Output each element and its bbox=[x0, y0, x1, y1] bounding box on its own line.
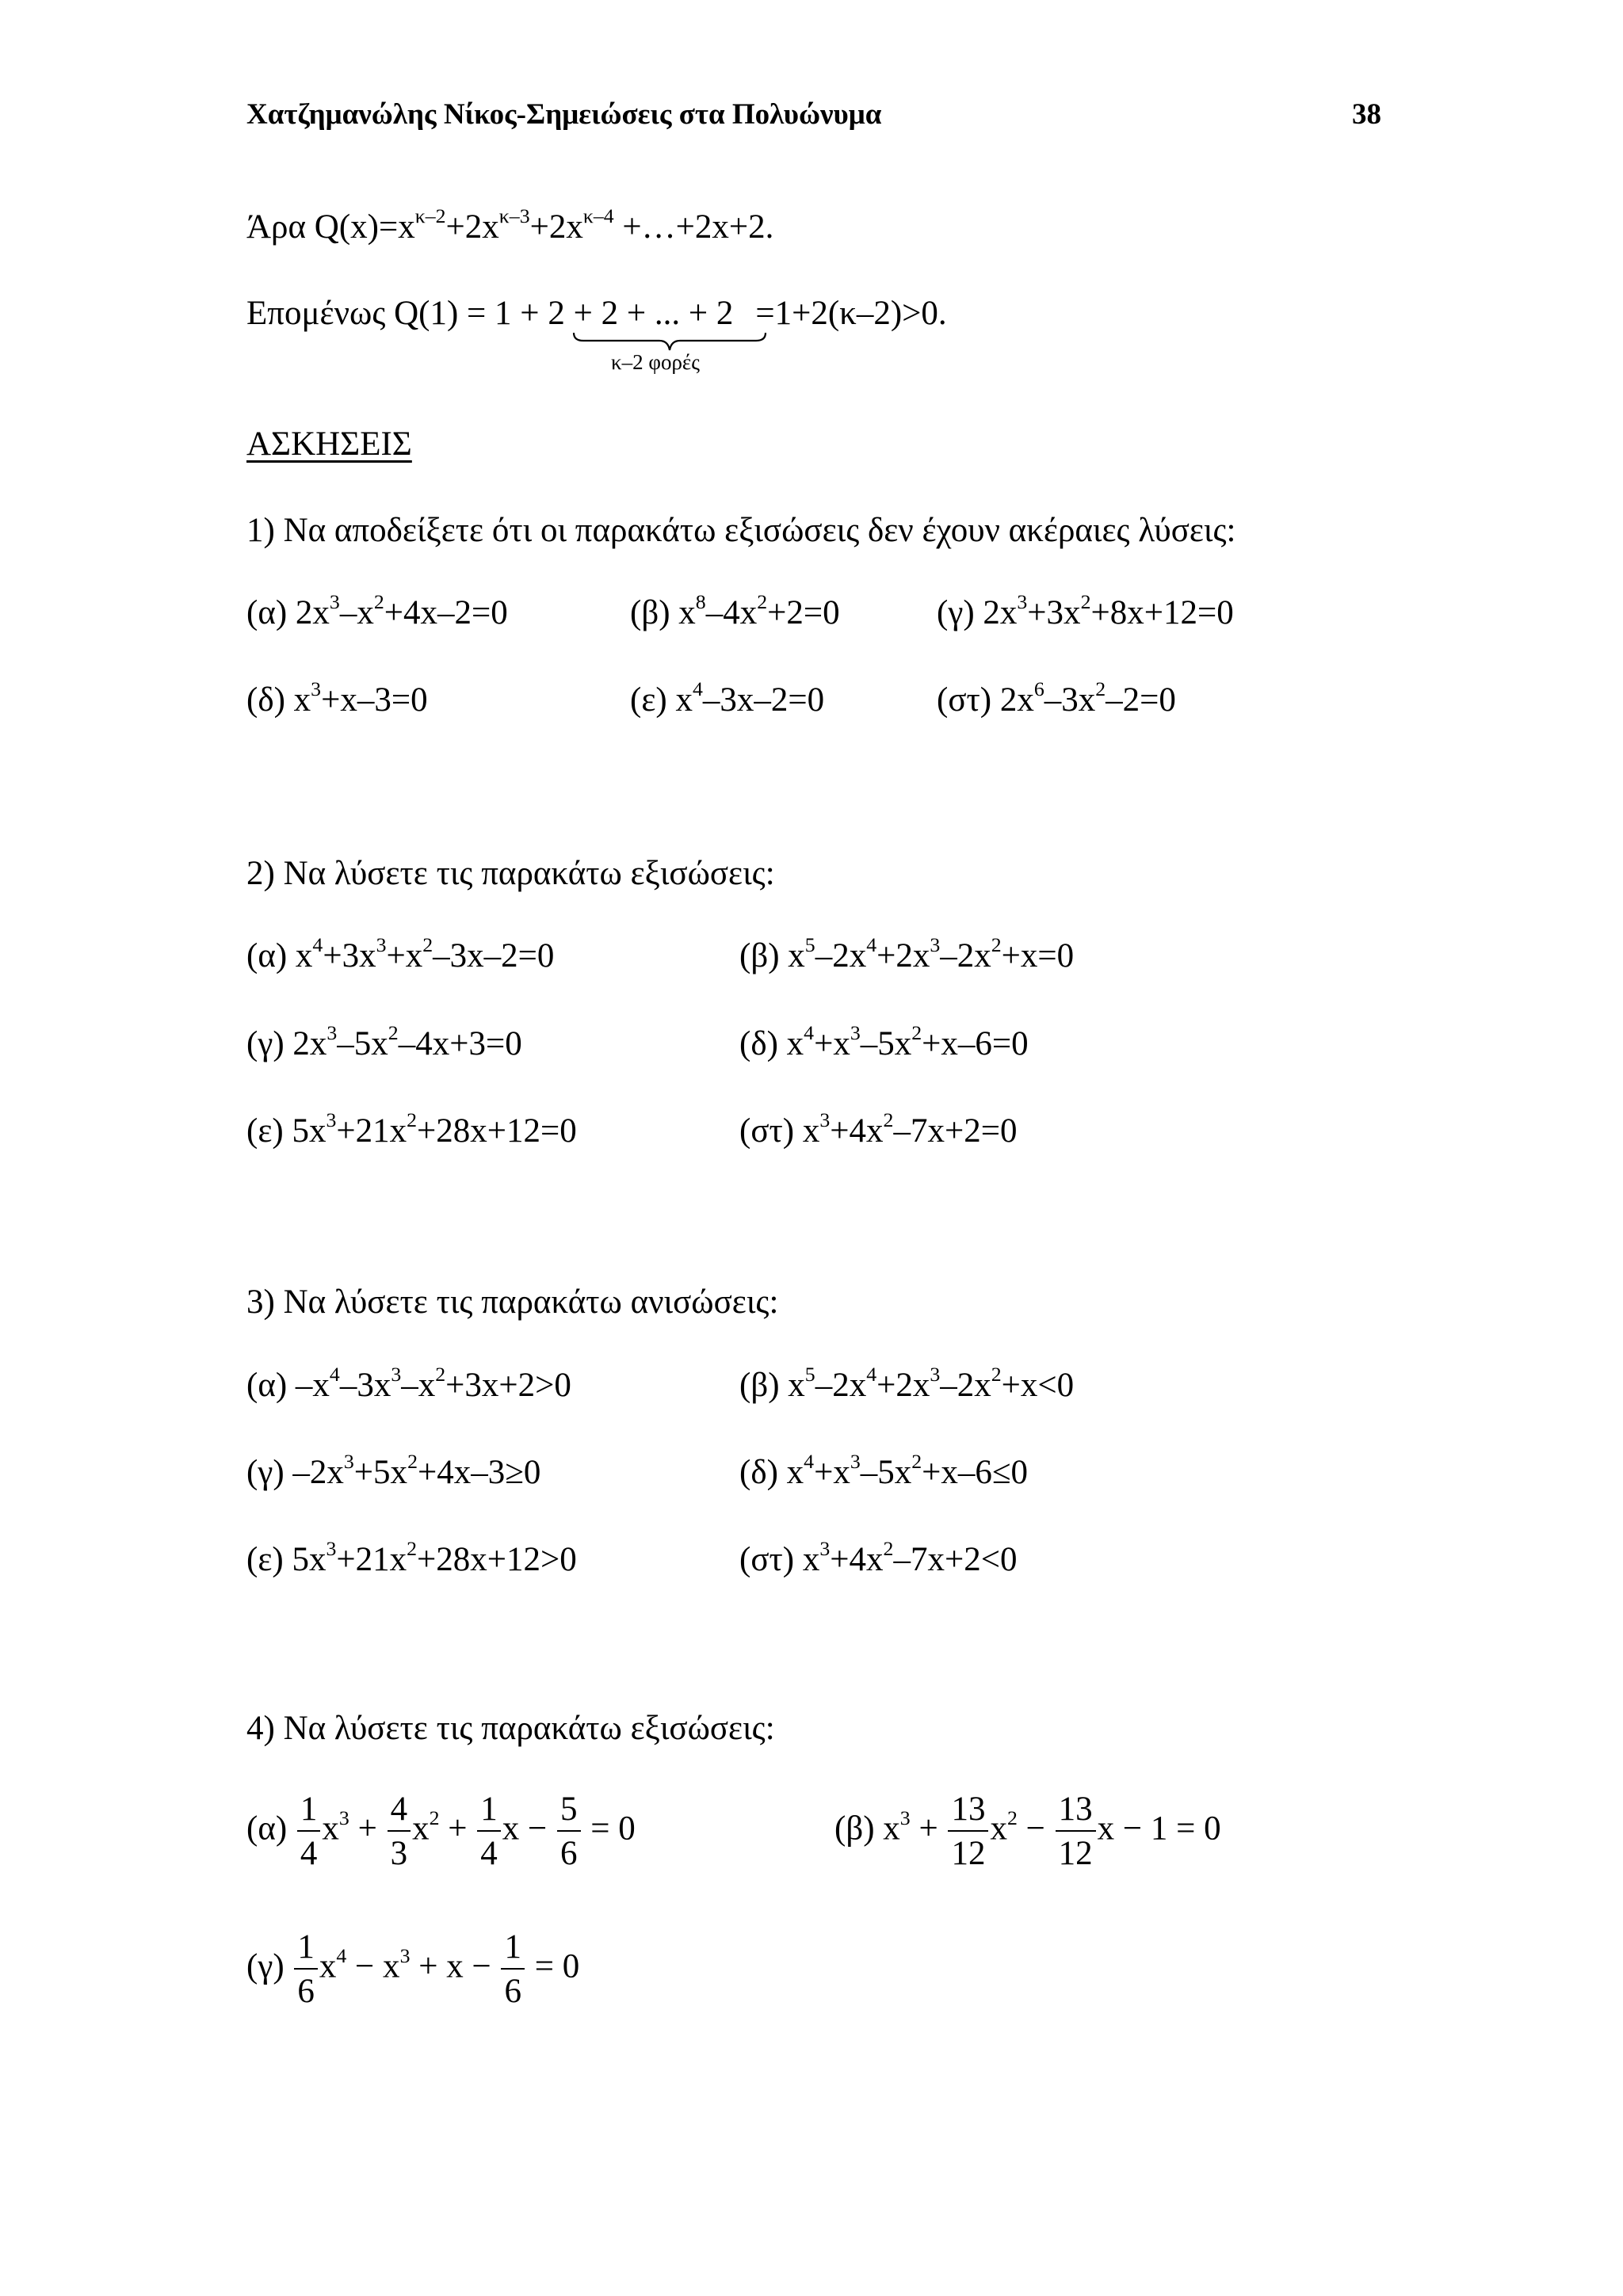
math-text: (α) 2x bbox=[246, 594, 330, 631]
exponent: 2 bbox=[757, 590, 768, 614]
exponent: 3 bbox=[850, 1021, 861, 1045]
math-text: –3x bbox=[339, 1367, 391, 1404]
exponent: 4 bbox=[336, 1943, 347, 1967]
math-text: 12 bbox=[951, 1835, 986, 1872]
math-text: 1 bbox=[297, 1792, 321, 1832]
math-text: –5x bbox=[337, 1025, 388, 1062]
exponent: 3 bbox=[850, 1450, 861, 1474]
math-text: = 0 bbox=[582, 1810, 636, 1848]
math-text: +4x bbox=[830, 1112, 884, 1150]
exponent: 3 bbox=[399, 1943, 411, 1967]
exponent: 5 bbox=[804, 933, 815, 957]
exponent: 3 bbox=[326, 1537, 337, 1561]
math-text: +3x+2>0 bbox=[445, 1367, 571, 1404]
math-text: –2x bbox=[815, 937, 867, 974]
math-text: +4x bbox=[830, 1541, 884, 1578]
math-text: = 0 bbox=[525, 1947, 580, 1985]
exponent: 2 bbox=[1006, 1806, 1018, 1829]
ex3-d bbox=[739, 1450, 1028, 1491]
math-text: − bbox=[519, 1810, 556, 1848]
exponent: 3 bbox=[326, 1108, 337, 1132]
exponent: 2 bbox=[407, 1450, 418, 1474]
math-text: 1 bbox=[501, 1930, 525, 1970]
ex1-a bbox=[246, 590, 508, 631]
math-text: 1 bbox=[294, 1930, 318, 1970]
ex2-b bbox=[739, 933, 1075, 974]
math-text: − x bbox=[346, 1947, 400, 1985]
math-text: (β) bbox=[834, 1810, 875, 1848]
epomenos-line bbox=[246, 296, 947, 330]
fraction bbox=[1056, 1792, 1096, 1871]
math-text: 1 bbox=[477, 1792, 501, 1832]
math-text: (β) x bbox=[630, 594, 696, 631]
ex2-d bbox=[739, 1021, 1029, 1062]
exponent: 3 bbox=[930, 933, 941, 957]
exponent: 2 bbox=[1080, 590, 1091, 614]
fraction bbox=[948, 1792, 988, 1871]
math-text: 4 bbox=[480, 1835, 498, 1872]
math-text: –2x bbox=[940, 937, 991, 974]
math-text: –2=0 bbox=[1106, 681, 1176, 719]
section-title: ΑΣΚΗΣΕΙΣ bbox=[246, 425, 412, 463]
math-text: 13 bbox=[948, 1792, 988, 1832]
exponent: 3 bbox=[899, 1806, 911, 1829]
math-text: –2x bbox=[940, 1367, 991, 1404]
exponent: 8 bbox=[695, 590, 706, 614]
exponent: 4 bbox=[866, 933, 877, 957]
math-text: +4x–3≥0 bbox=[417, 1454, 541, 1491]
fraction bbox=[477, 1792, 501, 1871]
exponent: 2 bbox=[883, 1108, 894, 1132]
math-text: –x bbox=[401, 1367, 436, 1404]
exponent: 2 bbox=[883, 1537, 894, 1561]
math-text: (ε) x bbox=[630, 681, 693, 719]
math-text: 4 bbox=[300, 1835, 318, 1872]
math-text: 13 bbox=[1056, 1792, 1096, 1832]
exponent: 4 bbox=[804, 1021, 815, 1045]
ex4-prompt: 4) Να λύσετε τις παρακάτω εξισώσεις: bbox=[246, 1710, 775, 1747]
exponent: 4 bbox=[312, 933, 323, 957]
fraction bbox=[501, 1930, 525, 2008]
math-text: + bbox=[910, 1810, 947, 1848]
math-text: +x<0 bbox=[1001, 1367, 1075, 1404]
math-text: (γ) bbox=[246, 1947, 285, 1985]
math-text: +x–3=0 bbox=[321, 681, 428, 719]
ex4-a bbox=[246, 1792, 636, 1871]
exponent: 4 bbox=[804, 1450, 815, 1474]
math-text: +…+2x+2. bbox=[613, 208, 774, 246]
fraction bbox=[388, 1792, 411, 1871]
math-text: +28x+12>0 bbox=[417, 1541, 577, 1578]
exponent: 5 bbox=[804, 1363, 815, 1386]
math-text: (α) –x bbox=[246, 1367, 330, 1404]
math-text: –7x+2=0 bbox=[893, 1112, 1018, 1150]
exponent: 3 bbox=[338, 1806, 349, 1829]
math-text: +2x bbox=[876, 937, 930, 974]
ex1-prompt: 1) Να αποδείξετε ότι οι παρακάτω εξισώσεις δεν έχουν ακέραιες λύσεις: bbox=[246, 512, 1236, 549]
math-text: –3x bbox=[1044, 681, 1096, 719]
math-text: (γ) 2x bbox=[937, 594, 1018, 631]
math-text: (α) x bbox=[246, 937, 313, 974]
math-text: –5x bbox=[860, 1025, 912, 1062]
math-text: (δ) x bbox=[246, 681, 311, 719]
math-text: +2x bbox=[529, 208, 583, 246]
math-text: –3x–2=0 bbox=[702, 681, 825, 719]
math-text: x bbox=[319, 1947, 337, 1985]
exponent: 2 bbox=[435, 1363, 446, 1386]
math-text: x bbox=[502, 1810, 520, 1848]
math-text: (στ) x bbox=[739, 1541, 820, 1578]
exponent: 3 bbox=[819, 1537, 831, 1561]
ex2-f bbox=[739, 1108, 1018, 1150]
math-text: +5x bbox=[353, 1454, 408, 1491]
math-text: 5 bbox=[557, 1792, 581, 1832]
underbrace-icon bbox=[572, 331, 767, 352]
math-text: Άρα Q(x)=x bbox=[246, 208, 415, 246]
header-title: Χατζημανώλης Νίκος-Σημειώσεις στα Πολυώνυμα bbox=[246, 98, 882, 131]
exponent: 2 bbox=[911, 1450, 922, 1474]
exponent: κ–4 bbox=[582, 204, 614, 228]
exponent: 3 bbox=[343, 1450, 354, 1474]
math-text: (δ) x bbox=[739, 1454, 804, 1491]
exponent: 3 bbox=[391, 1363, 402, 1386]
math-text: + bbox=[349, 1810, 386, 1848]
math-text: x bbox=[990, 1810, 1007, 1848]
math-text: x − 1 = 0 bbox=[1097, 1810, 1221, 1848]
math-text: (ε) 5x bbox=[246, 1112, 327, 1150]
exponent: 2 bbox=[407, 1537, 418, 1561]
math-text: 6 bbox=[560, 1835, 578, 1872]
exponent: 2 bbox=[911, 1021, 922, 1045]
exponent: κ–2 bbox=[414, 204, 446, 228]
ex2-e bbox=[246, 1108, 577, 1150]
math-text: x bbox=[322, 1810, 339, 1848]
math-text: +8x+12=0 bbox=[1090, 594, 1234, 631]
math-text: (ε) 5x bbox=[246, 1541, 327, 1578]
math-text: 12 bbox=[1058, 1835, 1093, 1872]
ex4-b bbox=[834, 1792, 1221, 1871]
ex3-e bbox=[246, 1537, 577, 1578]
math-text: +2=0 bbox=[767, 594, 840, 631]
exponent: 2 bbox=[991, 1363, 1002, 1386]
math-text: +28x+12=0 bbox=[417, 1112, 577, 1150]
fraction bbox=[297, 1792, 321, 1871]
page-number: 38 bbox=[1352, 98, 1381, 131]
math-text: –2x bbox=[815, 1367, 867, 1404]
exponent: 4 bbox=[866, 1363, 877, 1386]
exponent: 3 bbox=[329, 590, 340, 614]
ex3-prompt: 3) Να λύσετε τις παρακάτω ανισώσεις: bbox=[246, 1283, 779, 1321]
math-text: +4x–2=0 bbox=[384, 594, 508, 631]
math-text: =1+2(κ–2)>0. bbox=[755, 295, 947, 332]
math-text: –4x bbox=[705, 594, 758, 631]
math-text: Επομένως Q(1) = 1 + bbox=[246, 295, 548, 332]
math-text: (α) bbox=[246, 1810, 288, 1848]
exponent: 3 bbox=[376, 933, 387, 957]
math-text: (στ) 2x bbox=[937, 681, 1034, 719]
ex3-b bbox=[739, 1363, 1075, 1404]
math-text: +3x bbox=[323, 937, 376, 974]
math-text: (γ) 2x bbox=[246, 1025, 327, 1062]
exponent: 3 bbox=[1017, 590, 1028, 614]
math-text: –7x+2<0 bbox=[893, 1541, 1018, 1578]
math-text: (δ) x bbox=[739, 1025, 804, 1062]
math-text: 6 bbox=[504, 1973, 521, 2010]
math-text: –x bbox=[339, 594, 374, 631]
brace-sum: 2 + 2 + ... + 2 bbox=[548, 295, 734, 332]
ex1-c bbox=[937, 590, 1234, 631]
exponent: 2 bbox=[429, 1806, 440, 1829]
math-text: (β) x bbox=[739, 937, 805, 974]
exponent: 3 bbox=[930, 1363, 941, 1386]
math-text: +21x bbox=[336, 1541, 407, 1578]
exponent: 2 bbox=[991, 933, 1002, 957]
exponent: 3 bbox=[819, 1108, 831, 1132]
math-text: +x bbox=[386, 937, 423, 974]
ex4-c bbox=[246, 1930, 579, 2008]
exponent: 2 bbox=[407, 1108, 418, 1132]
math-text: –4x+3=0 bbox=[398, 1025, 522, 1062]
math-text: +3x bbox=[1027, 594, 1081, 631]
ex1-b bbox=[630, 590, 840, 631]
math-text: –5x bbox=[860, 1454, 912, 1491]
exponent: 3 bbox=[311, 677, 322, 701]
fraction bbox=[294, 1930, 318, 2008]
ex2-c bbox=[246, 1021, 522, 1062]
math-text: –3x–2=0 bbox=[433, 937, 555, 974]
math-text: +2x bbox=[445, 208, 499, 246]
exponent: 4 bbox=[329, 1363, 340, 1386]
exponent: κ–3 bbox=[498, 204, 530, 228]
ex1-e bbox=[630, 677, 825, 719]
math-text: +x–6=0 bbox=[922, 1025, 1029, 1062]
math-text: 4 bbox=[388, 1792, 411, 1832]
math-text: + bbox=[439, 1810, 476, 1848]
math-text: x bbox=[883, 1810, 900, 1848]
exponent: 2 bbox=[388, 1021, 399, 1045]
ex3-c bbox=[246, 1450, 541, 1491]
exponent: 2 bbox=[373, 590, 384, 614]
math-text: 6 bbox=[297, 1973, 315, 2010]
ex3-a bbox=[246, 1363, 571, 1404]
math-text: 3 bbox=[390, 1835, 408, 1872]
exponent: 3 bbox=[327, 1021, 338, 1045]
brace-label: κ–2 φορές bbox=[611, 350, 700, 374]
ex1-d bbox=[246, 677, 428, 719]
exponent: 2 bbox=[422, 933, 433, 957]
math-text: +2x bbox=[876, 1367, 930, 1404]
math-text: +x bbox=[814, 1454, 850, 1491]
math-text: +x=0 bbox=[1001, 937, 1075, 974]
exponent: 4 bbox=[692, 677, 703, 701]
ex3-f bbox=[739, 1537, 1018, 1578]
ex2-prompt: 2) Να λύσετε τις παρακάτω εξισώσεις: bbox=[246, 855, 775, 892]
math-text: x bbox=[412, 1810, 430, 1848]
math-text: (β) x bbox=[739, 1367, 805, 1404]
ex1-f bbox=[937, 677, 1176, 719]
math-text: (γ) –2x bbox=[246, 1454, 344, 1491]
exponent: 2 bbox=[1095, 677, 1106, 701]
math-text: (στ) x bbox=[739, 1112, 820, 1150]
math-text: + x − bbox=[410, 1947, 500, 1985]
math-text: +x bbox=[814, 1025, 850, 1062]
exponent: 6 bbox=[1033, 677, 1044, 701]
ara-line bbox=[246, 204, 774, 246]
math-text: +21x bbox=[336, 1112, 407, 1150]
math-text: − bbox=[1017, 1810, 1054, 1848]
math-text: +x–6≤0 bbox=[922, 1454, 1028, 1491]
fraction bbox=[557, 1792, 581, 1871]
ex2-a bbox=[246, 933, 555, 974]
